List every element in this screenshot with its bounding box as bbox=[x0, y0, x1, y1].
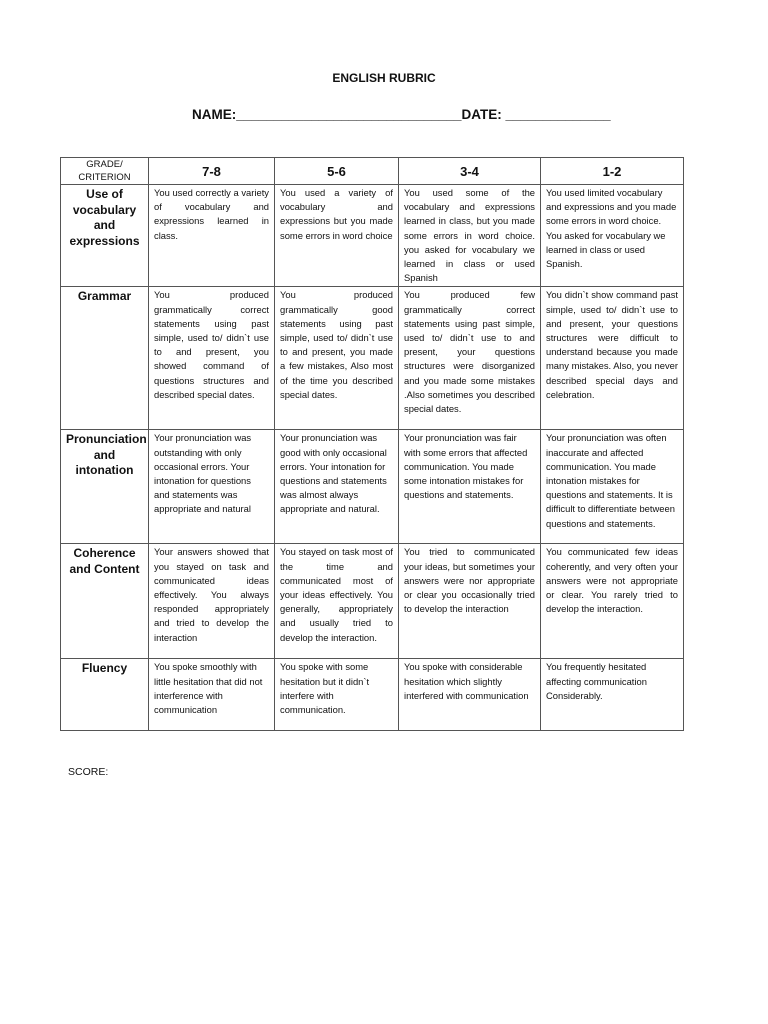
rubric-cell: You spoke with some hesitation but it didn`t interfere with communication. bbox=[275, 659, 399, 731]
score-label: SCORE: bbox=[68, 766, 109, 778]
criterion-coherence: Coherence and Content bbox=[61, 544, 149, 659]
rubric-cell: You produced few grammatically correct statements using past simple, used to/ didn`t use to and present, your questions structures were disorganized and you made some mistakes .Also sometimes you described special dates. bbox=[399, 287, 541, 430]
grade-header-1-2: 1-2 bbox=[541, 158, 684, 185]
rubric-cell: Your pronunciation was good with only occasional errors. Your intonation for questions and statements was almost always appropriate and natural. bbox=[275, 430, 399, 544]
grade-header-7-8: 7-8 bbox=[149, 158, 275, 185]
criterion-fluency: Fluency bbox=[61, 659, 149, 731]
table-row bbox=[61, 430, 684, 544]
rubric-table bbox=[60, 157, 684, 731]
criterion-grammar: Grammar bbox=[61, 287, 149, 430]
table-row bbox=[61, 185, 684, 287]
rubric-cell: You used some of the vocabulary and expressions learned in class, but you made some errors in word choice. you asked for vocabulary we learned in class or used Spanish bbox=[399, 185, 541, 287]
table-row bbox=[61, 544, 684, 659]
table-row bbox=[61, 287, 684, 430]
document-title: ENGLISH RUBRIC bbox=[332, 71, 436, 85]
rubric-cell: Your pronunciation was outstanding with only occasional errors. Your intonation for questions and statements was appropriate and natural bbox=[149, 430, 275, 544]
name-date-line: NAME:______________________________DATE: ______________ bbox=[192, 107, 611, 122]
corner-header: GRADE/ CRITERION bbox=[61, 158, 149, 185]
rubric-cell: You tried to communicated your ideas, but sometimes your answers were nor appropriate or clear you occasionally tried to develop the interaction bbox=[399, 544, 541, 659]
rubric-cell: You used a variety of vocabulary and expressions but you made some errors in word choice bbox=[275, 185, 399, 287]
rubric-cell: You produced grammatically good statements using past simple, used to/ didn`t use to and present, you made a few mistakes, Also most of the time you described special dates. bbox=[275, 287, 399, 430]
rubric-cell: Your answers showed that you stayed on task and communicated ideas effectively. You always responded appropriately and tried to develop the interaction bbox=[149, 544, 275, 659]
rubric-cell: Your pronunciation was fair with some errors that affected communication. You made some intonation mistakes for questions and statements. bbox=[399, 430, 541, 544]
rubric-cell: You communicated few ideas coherently, and very often your answers were not appropriate or clear. You rarely tried to develop the interaction. bbox=[541, 544, 684, 659]
grade-header-5-6: 5-6 bbox=[275, 158, 399, 185]
grade-header-3-4: 3-4 bbox=[399, 158, 541, 185]
rubric-cell: You frequently hesitated affecting communication Considerably. bbox=[541, 659, 684, 731]
rubric-cell: You used correctly a variety of vocabulary and expressions learned in class. bbox=[149, 185, 275, 287]
rubric-cell: You used limited vocabulary and expressions and you made some errors in word choice. You asked for vocabulary we learned in class or used Spanish. bbox=[541, 185, 684, 287]
criterion-pronunciation: Pronunciation and intonation bbox=[61, 430, 149, 544]
header-row bbox=[61, 158, 684, 185]
rubric-cell: You spoke smoothly with little hesitation that did not interference with communication bbox=[149, 659, 275, 731]
rubric-cell: You stayed on task most of the time and communicated most of your ideas effectively. You generally, appropriately and usually tried to develop the interaction. bbox=[275, 544, 399, 659]
rubric-cell: You spoke with considerable hesitation which slightly interfered with communication bbox=[399, 659, 541, 731]
table-row bbox=[61, 659, 684, 731]
rubric-cell: Your pronunciation was often inaccurate and affected communication. You made intonation mistakes for questions and statements. It is difficult to differentiate between questions and statements. bbox=[541, 430, 684, 544]
criterion-vocabulary: Use of vocabulary and expressions bbox=[61, 185, 149, 287]
rubric-cell: You didn`t show command past simple, used to/ didn`t use to and present, your questions structures were difficult to understand because you made many mistakes. Also, you never described special days and celebration. bbox=[541, 287, 684, 430]
rubric-cell: You produced grammatically correct statements using past simple, used to/ didn`t use to and present, you showed command of questions structures and described special dates. bbox=[149, 287, 275, 430]
